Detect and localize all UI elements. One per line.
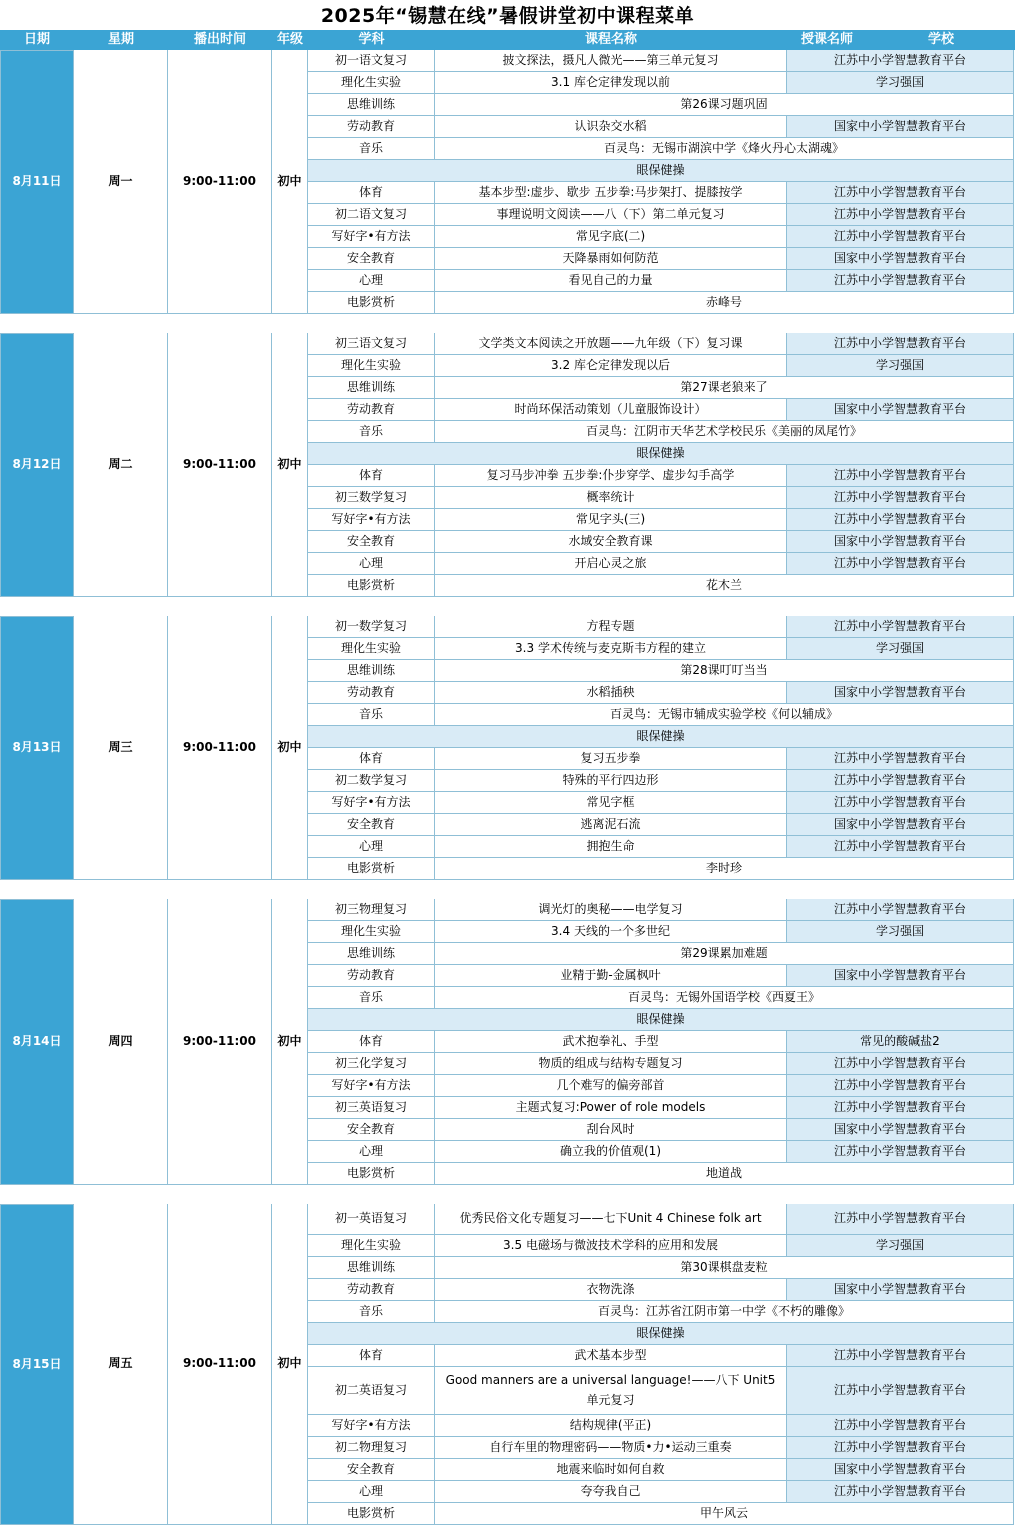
subject-cell: 电影赏析 [308,858,435,880]
school-cell: 江苏中小学智慧教育平台 [787,270,1014,292]
course-cell: 拥抱生命 [435,836,787,858]
school-cell: 江苏中小学智慧教育平台 [787,1345,1014,1367]
course-cell: 时尚环保活动策划（儿童服饰设计） [435,399,787,421]
course-cell: 事理说明文阅读——八（下）第二单元复习 [435,204,787,226]
course-cell: 天降暴雨如何防范 [435,248,787,270]
course-cell: 水域安全教育课 [435,531,787,553]
course-cell: 复习马步冲拳 五步拳:仆步穿学、虚步勾手高学 [435,465,787,487]
grade-cell: 初中 [272,616,308,880]
course-cell: 基本步型:虚步、歇步 五步拳:马步架打、提膝按学 [435,182,787,204]
course-cell: 第30课棋盘麦粒 [435,1257,1014,1279]
school-cell: 江苏中小学智慧教育平台 [787,465,1014,487]
time-cell: 9:00-11:00 [168,1204,272,1525]
subject-cell: 心理 [308,553,435,575]
course-cell: 3.5 电磁场与微波技术学科的应用和发展 [435,1235,787,1257]
school-cell: 江苏中小学智慧教育平台 [787,1141,1014,1163]
subject-cell: 体育 [308,1345,435,1367]
subject-cell: 初二物理复习 [308,1437,435,1459]
subject-cell: 体育 [308,748,435,770]
weekday-cell: 周二 [74,333,168,597]
school-cell: 江苏中小学智慧教育平台 [787,1415,1014,1437]
school-cell: 江苏中小学智慧教育平台 [787,182,1014,204]
school-cell: 江苏中小学智慧教育平台 [787,1204,1014,1235]
subject-cell: 体育 [308,465,435,487]
course-cell: 第28课叮叮当当 [435,660,1014,682]
subject-cell: 写好字•有方法 [308,1415,435,1437]
subject-cell: 写好字•有方法 [308,509,435,531]
subject-cell: 劳动教育 [308,116,435,138]
day-block [0,1204,1015,1525]
subject-cell: 写好字•有方法 [308,226,435,248]
course-cell: 常见字框 [435,792,787,814]
time-cell: 9:00-11:00 [168,333,272,597]
course-cell: 确立我的价值观(1) [435,1141,787,1163]
course-cell: 调光灯的奥秘——电学复习 [435,899,787,921]
course-cell: 第29课累加难题 [435,943,1014,965]
eye-exercise-row: 眼保健操 [308,726,1014,748]
subject-cell: 初二语文复习 [308,204,435,226]
time-cell: 9:00-11:00 [168,50,272,314]
subject-cell: 理化生实验 [308,921,435,943]
course-cell: 甲午风云 [435,1503,1014,1525]
weekday-cell: 周四 [74,899,168,1185]
grade-cell: 初中 [272,333,308,597]
subject-cell: 安全教育 [308,814,435,836]
subject-cell: 理化生实验 [308,1235,435,1257]
day-block [0,899,1015,1185]
course-cell: 方程专题 [435,616,787,638]
subject-cell: 音乐 [308,421,435,443]
weekday-cell: 周一 [74,50,168,314]
course-cell: 主题式复习:Power of role models [435,1097,787,1119]
weekday-cell: 周三 [74,616,168,880]
school-cell: 国家中小学智慧教育平台 [787,116,1014,138]
school-cell: 国家中小学智慧教育平台 [787,531,1014,553]
course-cell: 业精于勤-金属枫叶 [435,965,787,987]
header-subject: 学科 [358,32,385,47]
course-cell: 地道战 [435,1163,1014,1185]
subject-cell: 心理 [308,1141,435,1163]
header-time: 播出时间 [193,32,246,47]
date-cell: 8月13日 [0,616,74,880]
course-cell: 自行车里的物理密码——物质•力•运动三重奏 [435,1437,787,1459]
course-cell: 刮台风时 [435,1119,787,1141]
school-cell: 江苏中小学智慧教育平台 [787,487,1014,509]
school-cell: 江苏中小学智慧教育平台 [787,226,1014,248]
subject-cell: 安全教育 [308,1119,435,1141]
course-cell: 3.2 库仑定律发现以后 [435,355,787,377]
eye-exercise-row: 眼保健操 [308,1009,1014,1031]
school-cell: 国家中小学智慧教育平台 [787,814,1014,836]
school-cell: 国家中小学智慧教育平台 [787,682,1014,704]
school-cell: 江苏中小学智慧教育平台 [787,509,1014,531]
course-cell: 衣物洗涤 [435,1279,787,1301]
school-cell: 江苏中小学智慧教育平台 [787,1053,1014,1075]
school-cell: 国家中小学智慧教育平台 [787,1119,1014,1141]
subject-cell: 理化生实验 [308,638,435,660]
table-header [0,30,1015,50]
school-cell: 江苏中小学智慧教育平台 [787,1075,1014,1097]
course-cell: 武术抱拳礼、手型 [435,1031,787,1053]
course-cell: 百灵鸟：江阴市天华艺术学校民乐《美丽的凤尾竹》 [435,421,1014,443]
school-cell: 江苏中小学智慧教育平台 [787,1437,1014,1459]
day-block [0,333,1015,597]
course-cell: 开启心灵之旅 [435,553,787,575]
school-cell: 江苏中小学智慧教育平台 [787,1367,1014,1415]
school-cell: 江苏中小学智慧教育平台 [787,792,1014,814]
page-title: 2025年“锡慧在线”暑假讲堂初中课程菜单 [320,5,695,27]
subject-cell: 劳动教育 [308,1279,435,1301]
school-cell: 学习强国 [787,1235,1014,1257]
subject-cell: 电影赏析 [308,292,435,314]
course-cell: 概率统计 [435,487,787,509]
subject-cell: 音乐 [308,1301,435,1323]
subject-cell: 劳动教育 [308,682,435,704]
school-cell: 江苏中小学智慧教育平台 [787,616,1014,638]
subject-cell: 体育 [308,1031,435,1053]
grade-cell: 初中 [272,899,308,1185]
day-block [0,616,1015,880]
course-cell: 百灵鸟：无锡市辅成实验学校《何以辅成》 [435,704,1014,726]
school-cell: 江苏中小学智慧教育平台 [787,553,1014,575]
subject-cell: 思维训练 [308,660,435,682]
course-cell: 百灵鸟：无锡市湖滨中学《烽火丹心太湖魂》 [435,138,1014,160]
course-cell: 优秀民俗文化专题复习——七下Unit 4 Chinese folk art [435,1204,787,1235]
course-cell: 第26课习题巩固 [435,94,1014,116]
course-cell: 物质的组成与结构专题复习 [435,1053,787,1075]
school-cell: 国家中小学智慧教育平台 [787,1459,1014,1481]
subject-cell: 电影赏析 [308,575,435,597]
school-cell: 常见的酸碱盐2 [787,1031,1014,1053]
subject-cell: 心理 [308,1481,435,1503]
subject-cell: 初三数学复习 [308,487,435,509]
subject-cell: 初二英语复习 [308,1367,435,1415]
school-cell: 江苏中小学智慧教育平台 [787,50,1014,72]
school-cell: 江苏中小学智慧教育平台 [787,204,1014,226]
course-cell: 结构规律(平正) [435,1415,787,1437]
subject-cell: 初二数学复习 [308,770,435,792]
subject-cell: 心理 [308,270,435,292]
eye-exercise-row: 眼保健操 [308,160,1014,182]
school-cell: 学习强国 [787,921,1014,943]
school-cell: 江苏中小学智慧教育平台 [787,836,1014,858]
time-cell: 9:00-11:00 [168,616,272,880]
subject-cell: 初三化学复习 [308,1053,435,1075]
school-cell: 江苏中小学智慧教育平台 [787,770,1014,792]
course-cell: 常见字底(二) [435,226,787,248]
course-cell: 3.4 天线的一个多世纪 [435,921,787,943]
header-weekday: 星期 [107,32,134,47]
course-cell: Good manners are a universal language!——八下 Unit5单元复习 [435,1367,787,1415]
weekday-cell: 周五 [74,1204,168,1525]
subject-cell: 理化生实验 [308,72,435,94]
school-cell: 江苏中小学智慧教育平台 [787,1097,1014,1119]
subject-cell: 初三物理复习 [308,899,435,921]
subject-cell: 思维训练 [308,94,435,116]
course-cell: 夸夸我自己 [435,1481,787,1503]
course-cell: 几个难写的偏旁部首 [435,1075,787,1097]
header-grade: 年级 [276,32,303,47]
subject-cell: 初一语文复习 [308,50,435,72]
day-block [0,50,1015,314]
school-cell: 江苏中小学智慧教育平台 [787,748,1014,770]
subject-cell: 理化生实验 [308,355,435,377]
subject-cell: 电影赏析 [308,1503,435,1525]
subject-cell: 音乐 [308,138,435,160]
school-cell: 江苏中小学智慧教育平台 [787,333,1014,355]
school-cell: 学习强国 [787,72,1014,94]
course-cell: 百灵鸟：江苏省江阴市第一中学《不朽的雕像》 [435,1301,1014,1323]
subject-cell: 初一英语复习 [308,1204,435,1235]
course-cell: 复习五步拳 [435,748,787,770]
subject-cell: 写好字•有方法 [308,792,435,814]
subject-cell: 安全教育 [308,1459,435,1481]
school-cell: 国家中小学智慧教育平台 [787,248,1014,270]
subject-cell: 音乐 [308,987,435,1009]
subject-cell: 体育 [308,182,435,204]
date-cell: 8月15日 [0,1204,74,1525]
subject-cell: 劳动教育 [308,399,435,421]
grade-cell: 初中 [272,50,308,314]
header-course: 课程名称 [584,32,637,47]
school-cell: 国家中小学智慧教育平台 [787,1279,1014,1301]
subject-cell: 初三英语复习 [308,1097,435,1119]
subject-cell: 安全教育 [308,248,435,270]
subject-cell: 劳动教育 [308,965,435,987]
time-cell: 9:00-11:00 [168,899,272,1185]
course-cell: 看见自己的力量 [435,270,787,292]
eye-exercise-row: 眼保健操 [308,1323,1014,1345]
eye-exercise-row: 眼保健操 [308,443,1014,465]
subject-cell: 音乐 [308,704,435,726]
subject-cell: 初一数学复习 [308,616,435,638]
subject-cell: 思维训练 [308,1257,435,1279]
course-cell: 常见字头(三) [435,509,787,531]
course-cell: 第27课老狼来了 [435,377,1014,399]
subject-cell: 思维训练 [308,943,435,965]
header-teacher: 授课名师 [800,32,853,47]
subject-cell: 电影赏析 [308,1163,435,1185]
subject-cell: 心理 [308,836,435,858]
course-cell: 花木兰 [435,575,1014,597]
course-cell: 3.3 学术传统与麦克斯韦方程的建立 [435,638,787,660]
date-cell: 8月11日 [0,50,74,314]
subject-cell: 初三语文复习 [308,333,435,355]
school-cell: 江苏中小学智慧教育平台 [787,899,1014,921]
school-cell: 国家中小学智慧教育平台 [787,399,1014,421]
course-cell: 文学类文本阅读之开放题——九年级（下）复习课 [435,333,787,355]
subject-cell: 安全教育 [308,531,435,553]
course-cell: 3.1 库仑定律发现以前 [435,72,787,94]
subject-cell: 写好字•有方法 [308,1075,435,1097]
header-date: 日期 [23,32,50,47]
school-cell: 国家中小学智慧教育平台 [787,965,1014,987]
course-cell: 赤峰号 [435,292,1014,314]
course-cell: 水稻插秧 [435,682,787,704]
course-cell: 披文探法，摄凡人微光——第三单元复习 [435,50,787,72]
header-school: 学校 [927,32,954,47]
grade-cell: 初中 [272,1204,308,1525]
school-cell: 学习强国 [787,355,1014,377]
course-cell: 百灵鸟：无锡外国语学校《西夏王》 [435,987,1014,1009]
date-cell: 8月12日 [0,333,74,597]
course-cell: 武术基本步型 [435,1345,787,1367]
course-cell: 地震来临时如何自救 [435,1459,787,1481]
school-cell: 学习强国 [787,638,1014,660]
subject-cell: 思维训练 [308,377,435,399]
course-cell: 特殊的平行四边形 [435,770,787,792]
course-cell: 逃离泥石流 [435,814,787,836]
course-cell: 李时珍 [435,858,1014,880]
course-cell: 认识杂交水稻 [435,116,787,138]
date-cell: 8月14日 [0,899,74,1185]
school-cell: 江苏中小学智慧教育平台 [787,1481,1014,1503]
